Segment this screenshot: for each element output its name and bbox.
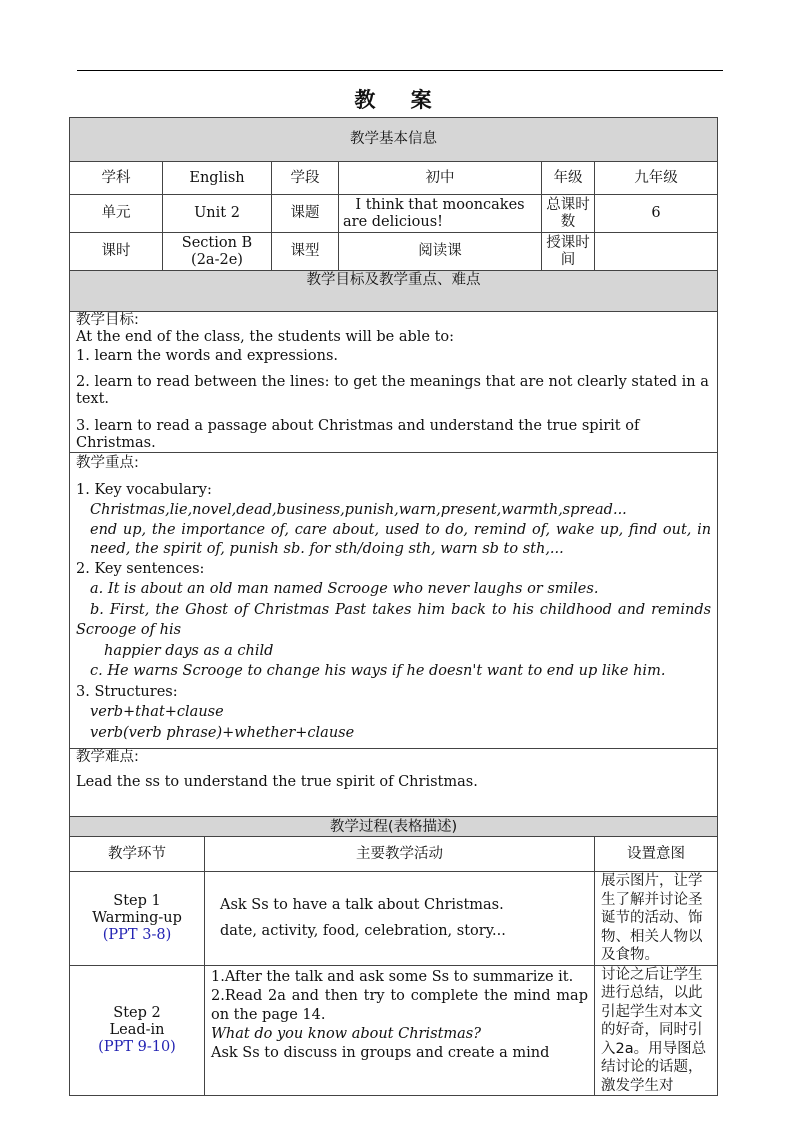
stage-value: 初中	[339, 162, 542, 195]
difficulty-text: Lead the ss to understand the true spirit of Christmas.	[76, 774, 478, 790]
topic-label: 课题	[272, 195, 339, 233]
teaching-time-label: 授课时间	[542, 233, 595, 271]
sentence-b: b. First, the Ghost of Christmas Past takes him back to his childhood and reminds Scrooge of his	[76, 601, 712, 638]
sentence-a: a. It is about an old man named Scrooge who never laughs or smiles.	[90, 581, 599, 597]
objectives-line: At the end of the class, the students will be able to:	[76, 329, 455, 345]
goals-header: 教学目标及教学重点、难点	[70, 271, 718, 312]
step-2-activity: What do you know about Christmas?	[211, 1025, 481, 1042]
structure-1: verb+that+clause	[90, 704, 224, 720]
col-step: 教学环节	[70, 837, 205, 872]
vocab-label: 1. Key vocabulary:	[76, 481, 212, 498]
vocab-phrases: end up, the importance of, care about, used to do, remind of, wake up, find out, in need, the spirit of, punish sb. for sth/doing sth, warn sb to sth,...	[90, 521, 712, 557]
step-1-sub: Warming-up	[92, 909, 182, 926]
unit-label: 单元	[70, 195, 163, 233]
sentences-label: 2. Key sentences:	[76, 560, 205, 577]
difficulty-section	[70, 749, 718, 817]
header-rule	[77, 70, 723, 71]
step-1-ppt: (PPT 3-8)	[102, 926, 172, 943]
stage-label: 学段	[272, 162, 339, 195]
col-intent: 设置意图	[595, 837, 718, 872]
period-value: Section B (2a-2e)	[163, 233, 272, 271]
key-points-section	[70, 453, 718, 749]
structures-label: 3. Structures:	[76, 683, 178, 700]
step-2-activity: 2.Read 2a and then try to complete the mind map on the page 14.	[211, 987, 588, 1023]
step-1-intent: 展示图片，让学生了解并讨论圣诞节的活动、饰物、相关人物以及食物。	[595, 872, 718, 966]
key-points-heading: 教学重点:	[76, 455, 139, 471]
col-activity: 主要教学活动	[205, 837, 595, 872]
subject-label: 学科	[70, 162, 163, 195]
lesson-plan-table	[69, 117, 718, 1096]
objectives-section	[70, 312, 718, 453]
lesson-type-value: 阅读课	[339, 233, 542, 271]
step-2-name: Step 2	[113, 1004, 161, 1021]
step-2-sub: Lead-in	[109, 1021, 165, 1038]
info-row-3	[70, 233, 718, 271]
difficulty-heading: 教学难点:	[76, 749, 139, 765]
total-periods-value: 6	[595, 195, 718, 233]
step-1-name: Step 1	[113, 892, 161, 909]
structure-2: verb(verb phrase)+whether+clause	[90, 724, 355, 741]
topic-value: I think that mooncakes are delicious!	[339, 195, 542, 233]
process-header: 教学过程(表格描述)	[70, 817, 718, 837]
vocab-words: Christmas,lie,novel,dead,business,punish,warn,present,warmth,spread...	[90, 502, 627, 518]
step-1-activities	[205, 872, 595, 966]
subject-value: English	[163, 162, 272, 195]
lesson-type-label: 课型	[272, 233, 339, 271]
objectives-heading: 教学目标:	[76, 312, 139, 328]
step-2-activities	[205, 965, 595, 1096]
teaching-time-value	[595, 233, 718, 271]
total-periods-label: 总课时数	[542, 195, 595, 233]
grade-label: 年级	[542, 162, 595, 195]
objectives-line: 1. learn the words and expressions.	[76, 348, 339, 364]
page-title: 教 案	[354, 88, 446, 112]
objectives-line: 3. learn to read a passage about Christmas and understand the true spirit of Christmas.	[76, 418, 640, 451]
step-2-activity: 1.After the talk and ask some Ss to summarize it.	[211, 968, 574, 985]
sentence-b-cont: happier days as a child	[104, 642, 274, 659]
process-columns	[70, 837, 718, 872]
sentence-c: c. He warns Scrooge to change his ways if he doesn't want to end up like him.	[90, 663, 666, 679]
step-2-cell	[70, 965, 205, 1096]
step-1-activity: date, activity, food, celebration, story...	[220, 923, 506, 940]
basic-info-header: 教学基本信息	[70, 118, 718, 162]
step-1-row	[70, 872, 718, 966]
step-1-activity: Ask Ss to have a talk about Christmas.	[220, 897, 504, 914]
objectives-line: 2. learn to read between the lines: to get the meanings that are not clearly stated in a text.	[76, 374, 709, 407]
unit-value: Unit 2	[163, 195, 272, 233]
info-row-1	[70, 162, 718, 195]
grade-value: 九年级	[595, 162, 718, 195]
step-2-activity: Ask Ss to discuss in groups and create a mind	[211, 1044, 550, 1061]
step-2-intent: 讨论之后让学生进行总结，以此引起学生对本文的好奇，同时引入2a。用导图总结讨论的话题，激发学生对	[595, 965, 718, 1096]
period-label: 课时	[70, 233, 163, 271]
step-2-ppt: (PPT 9-10)	[98, 1038, 176, 1055]
step-1-cell	[70, 872, 205, 966]
step-2-row	[70, 965, 718, 1096]
info-row-2	[70, 195, 718, 233]
